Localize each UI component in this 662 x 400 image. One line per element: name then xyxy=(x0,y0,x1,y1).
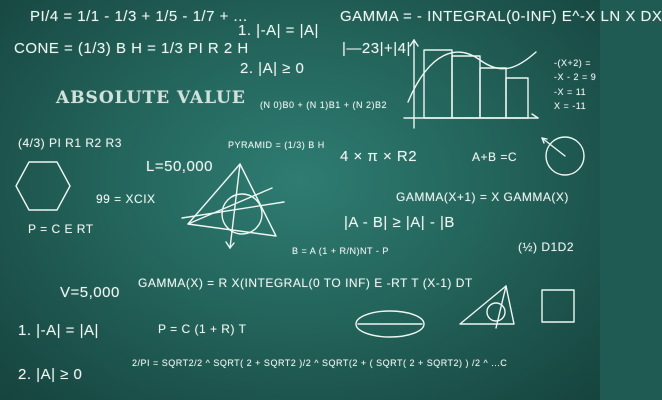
binomial-expansion: (N 0)B0 + (N 1)B1 + (N 2)B2 xyxy=(260,100,388,110)
integral-graph-figure xyxy=(400,38,540,130)
ellipse-figure xyxy=(352,306,428,342)
p-ct-formula: P = C (1 + R) T xyxy=(158,322,247,336)
ellipsoid-formula: (4/3) PI R1 R2 R3 xyxy=(18,136,122,150)
graph-label-2: -X - 2 = 9 xyxy=(554,72,597,82)
roman-numeral: 99 = XCIX xyxy=(96,192,156,206)
graph-label-1: -(X+2) = xyxy=(554,58,592,68)
circle-radius-figure xyxy=(520,126,590,186)
abs-rule-1-top: 1. |-A| = |A| xyxy=(238,22,319,39)
pi-over-4-series: PI/4 = 1/1 - 1/3 + 1/5 - 1/7 + ... xyxy=(30,8,248,25)
abs-rule-2-bottom: 2. |A| ≥ 0 xyxy=(18,366,83,383)
sphere-area-formula: 4 × π × R2 xyxy=(340,148,418,165)
gamma-integral-formula: GAMMA = - INTEGRAL(0-INF) E^-X LN X DX xyxy=(340,8,662,25)
abs-rule-1-bottom: 1. |-A| = |A| xyxy=(18,322,99,339)
triangle-inequality: |A - B| ≥ |A| - |B xyxy=(344,214,455,231)
triangle-circles-figure xyxy=(180,160,290,252)
compound-interest-b: B = A (1 + R/N)NT - P xyxy=(292,246,389,256)
triangle-incircle-figure xyxy=(456,282,518,330)
abs-rule-2-top: 2. |A| ≥ 0 xyxy=(240,60,305,77)
gamma-x-integral: GAMMA(X) = R X(INTEGRAL(0 TO INF) E -RT T (X-1) DT xyxy=(138,276,473,290)
p-cert-formula: P = C E RT xyxy=(28,222,94,236)
pyramid-formula: PYRAMID = (1/3) B H xyxy=(228,140,325,150)
square-figure xyxy=(540,288,576,324)
two-over-pi-product: 2/PI = SQRT2/2 ^ SQRT( 2 + SQRT2 )/2 ^ SQRT(2 + ( SQRT( 2 + SQRT2) ) /2 ^ ...C xyxy=(132,358,508,368)
absolute-expression: |—23|+|4| xyxy=(342,40,411,57)
half-d1d2: (½) D1D2 xyxy=(518,240,575,254)
v-value: V=5,000 xyxy=(60,284,120,301)
gamma-recursion: GAMMA(X+1) = X GAMMA(X) xyxy=(396,190,569,204)
absolute-value-title: ABSOLUTE VALUE xyxy=(56,88,246,108)
hexagon-figure xyxy=(14,160,72,212)
cone-volume-formula: CONE = (1/3) B H = 1/3 PI R 2 H xyxy=(14,40,249,57)
graph-label-3: -X = 11 xyxy=(554,87,587,97)
graph-label-4: X = -11 xyxy=(554,101,587,111)
l-value: L=50,000 xyxy=(146,158,213,175)
a-plus-b-equation: A+B =C xyxy=(472,150,518,164)
